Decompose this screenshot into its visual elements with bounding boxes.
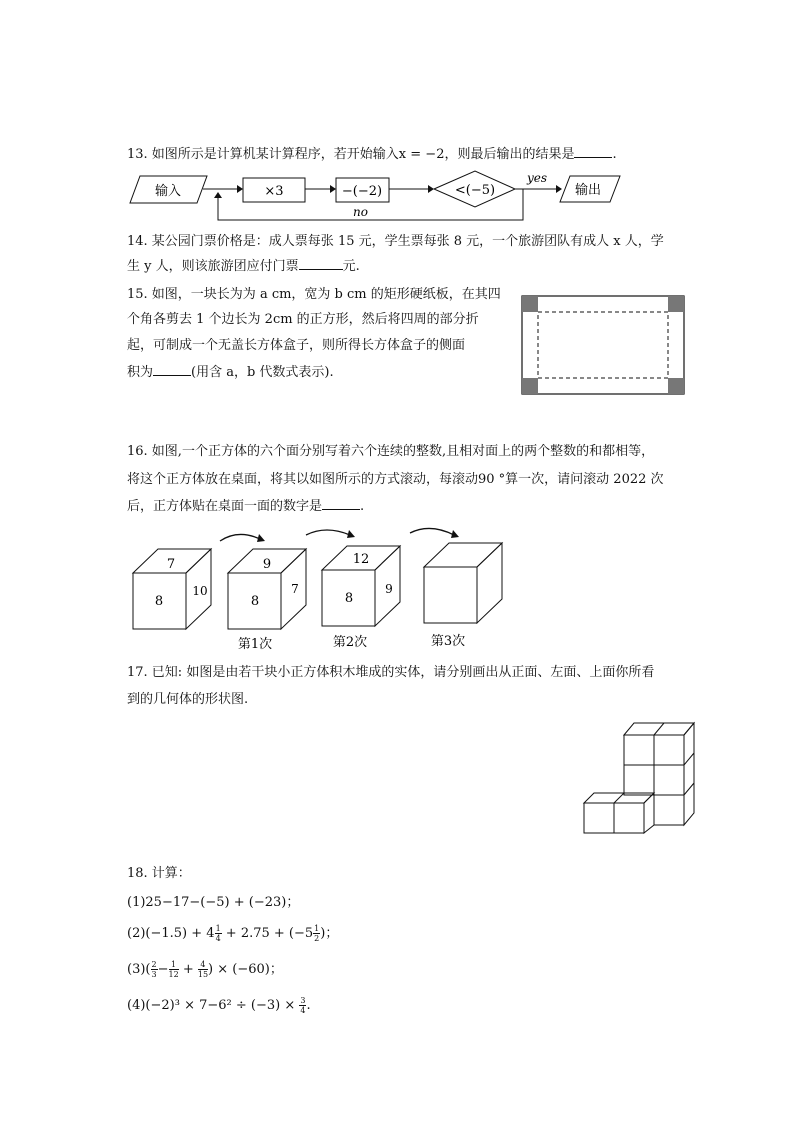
e2-part-a: (2)(−1.5) + 4 xyxy=(127,926,215,941)
cube-2-side: 9 xyxy=(385,582,393,596)
corner-square-bl xyxy=(522,378,538,394)
e3-minus: − xyxy=(157,962,169,977)
e3-frac2-num: 1 xyxy=(169,960,179,970)
q13-end: . xyxy=(612,147,617,162)
e2-frac1 xyxy=(215,924,222,943)
cube-3 xyxy=(424,543,502,649)
q16-line3-text: 后，正方体贴在桌面一面的数字是 xyxy=(127,499,323,514)
q15-line3: 起，可制成一个无盖长方体盒子，则所得长方体盒子的侧面 xyxy=(127,338,466,353)
e3-part-c: ) × (−60)； xyxy=(208,962,283,977)
q14-line2 xyxy=(127,257,360,277)
e3-frac3-den: 15 xyxy=(197,970,209,979)
q13-answer-blank[interactable] xyxy=(574,145,612,158)
flow-no-label: no xyxy=(353,205,368,219)
flow-step2-label: −(−2) xyxy=(341,184,383,199)
cube-2 xyxy=(322,546,400,650)
e4-part-c: . xyxy=(306,998,311,1013)
e3-frac3 xyxy=(198,960,208,979)
q18-expr3 xyxy=(127,960,283,980)
q15-line1: 15. 如图，一块长为为 a cm，宽为 b cm 的矩形硬纸板，在其四 xyxy=(127,287,501,302)
q15-line4 xyxy=(127,363,334,383)
cube-0-top: 7 xyxy=(166,557,176,572)
cube-3-caption: 第3次 xyxy=(430,634,466,649)
q15-line4-end: (用含 a，b 代数式表示). xyxy=(191,365,334,380)
e3-frac1-den: 3 xyxy=(151,970,157,979)
q16-line2: 将这个正方体放在桌面，将其以如图所示的方式滚动，每滚动90 °算一次，请问滚动 2022 次 xyxy=(127,472,664,487)
q15-cardboard-figure xyxy=(520,293,690,398)
e4-frac-num: 3 xyxy=(300,996,306,1005)
cube-0 xyxy=(133,549,211,629)
q18-expr1: (1)25−17−(−5) + (−23)； xyxy=(127,895,300,910)
flow-step1-label: ×3 xyxy=(264,184,284,199)
e2-frac1-num: 1 xyxy=(215,924,221,933)
e3-frac1-num: 2 xyxy=(151,960,157,969)
cube-0-front: 8 xyxy=(154,594,164,609)
q13-prompt: 13. 如图所示是计算机某计算程序，若开始输入x = −2，则最后输出的结果是 xyxy=(127,147,575,162)
cube-2-caption: 第2次 xyxy=(332,635,368,650)
q13-text xyxy=(127,145,617,165)
q15-answer-blank[interactable] xyxy=(153,363,191,376)
e3-part-a: (3)( xyxy=(127,962,151,977)
cube-1-caption: 第1次 xyxy=(237,637,273,652)
q14-line2-text: 生 y 人，则该旅游团应付门票 xyxy=(127,259,299,274)
cube-2-top: 12 xyxy=(352,552,370,567)
corner-square-br xyxy=(668,378,684,394)
q16-line1: 16. 如图,一个正方体的六个面分别写着六个连续的整数,且相对面上的两个整数的和都相等， xyxy=(127,444,655,459)
cube-1-front: 8 xyxy=(250,594,260,609)
e2-frac1-den: 4 xyxy=(215,934,221,943)
cube-2-front: 8 xyxy=(344,591,354,606)
e3-frac1 xyxy=(151,960,158,979)
q16-rolling-cubes xyxy=(128,525,518,655)
q14-end: 元. xyxy=(342,259,360,274)
q16-answer-blank[interactable] xyxy=(322,497,360,510)
e2-part-b: + 2.75 + (−5 xyxy=(221,926,314,941)
cube-1-top: 9 xyxy=(262,557,272,572)
e4-part-a: (4)(−2)³ × 7−6² ÷ (−3) × xyxy=(127,998,300,1013)
q18-expr4 xyxy=(127,996,311,1016)
q18-title: 18. 计算： xyxy=(127,866,191,881)
q13-flowchart xyxy=(125,168,635,224)
q17-line1: 17. 已知: 如图是由若干块小正方体积木堆成的实体，请分别画出从正面、左面、上面你所看 xyxy=(127,665,655,680)
q15-line4-start: 积为 xyxy=(127,365,154,380)
e4-frac-den: 4 xyxy=(300,1006,306,1015)
flow-output-label: 输出 xyxy=(574,183,602,198)
flow-decision-label: <(−5) xyxy=(454,183,496,198)
e3-frac2 xyxy=(169,960,179,979)
cube-1 xyxy=(228,549,306,652)
e3-plus: + xyxy=(178,962,198,977)
e3-frac3-num: 4 xyxy=(198,960,208,970)
q16-line3 xyxy=(127,497,364,517)
e2-frac2-num: 1 xyxy=(314,924,320,933)
q14-answer-blank[interactable] xyxy=(299,257,343,270)
e3-frac2-den: 12 xyxy=(168,970,179,979)
q17-line2: 到的几何体的形状图. xyxy=(127,692,249,707)
q16-end: . xyxy=(360,499,365,514)
cube-0-side: 10 xyxy=(192,584,208,598)
e2-part-c: )； xyxy=(320,926,339,941)
flow-yes-label: yes xyxy=(527,171,548,185)
corner-square-tr xyxy=(668,296,684,312)
q15-line2: 个角各剪去 1 个边长为 2cm 的正方形，然后将四周的部分折 xyxy=(127,312,479,327)
q14-line1: 14. 某公园门票价格是：成人票每张 15 元，学生票每张 8 元，一个旅游团队有成人 x 人，学 xyxy=(127,234,664,249)
q18-expr2 xyxy=(127,924,338,944)
e2-frac2-den: 2 xyxy=(314,934,320,943)
q17-block-figure xyxy=(580,718,700,836)
corner-square-tl xyxy=(522,296,538,312)
flow-input-label: 输入 xyxy=(154,184,182,199)
cube-1-side: 7 xyxy=(291,582,299,596)
